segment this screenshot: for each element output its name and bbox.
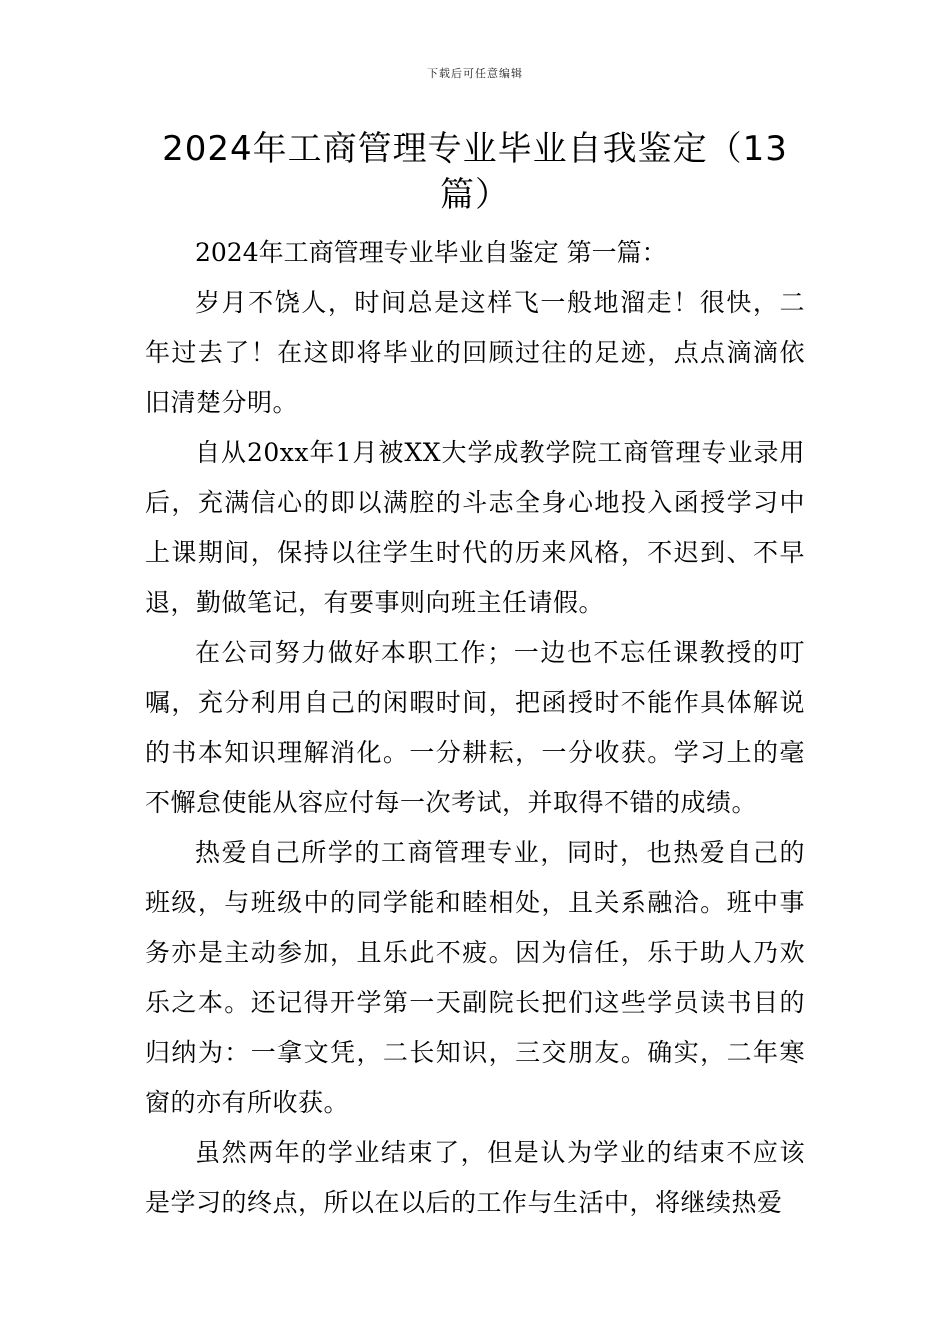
header-note: 下载后可任意编辑 (427, 67, 523, 80)
paragraph-3: 在公司努力做好本职工作；一边也不忘任课教授的叮嘱，充分利用自己的闲暇时间，把函授时不能作具体解说的书本知识理解消化。一分耕耘，一分收获。学习上的毫不懈怠使能从容应付每一次考试，并取得不错的成绩。 (145, 638, 805, 817)
document-title: 2024年工商管理专业毕业自我鉴定（13篇） (162, 129, 788, 215)
paragraph-5: 虽然两年的学业结束了，但是认为学业的结束不应该是学习的终点，所以在以后的工作与生活中，将继续热爱 (145, 1138, 805, 1217)
paragraph-4: 热爱自己所学的工商管理专业，同时，也热爱自己的班级，与班级中的同学能和睦相处，且关系融洽。班中事务亦是主动参加，且乐此不疲。因为信任，乐于助人乃欢乐之本。还记得开学第一天副院长把们这些学员读书目的归纳为：一拿文凭，二长知识，三交朋友。确实，二年寒窗的亦有所收获。 (145, 838, 805, 1117)
document-body (145, 228, 805, 1228)
paragraph-1: 岁月不饶人，时间总是这样飞一般地溜走！很快，二年过去了！在这即将毕业的回顾过往的足迹，点点滴滴依旧清楚分明。 (145, 288, 805, 417)
paragraph-2: 自从20xx年1月被XX大学成教学院工商管理专业录用后，充满信心的即以满腔的斗志全身心地投入函授学习中上课期间，保持以往学生时代的历来风格，不迟到、不早退，勤做笔记，有要事则向班主任请假。 (145, 438, 805, 617)
section-subheading: 2024年工商管理专业毕业自鉴定 第一篇： (195, 238, 667, 267)
